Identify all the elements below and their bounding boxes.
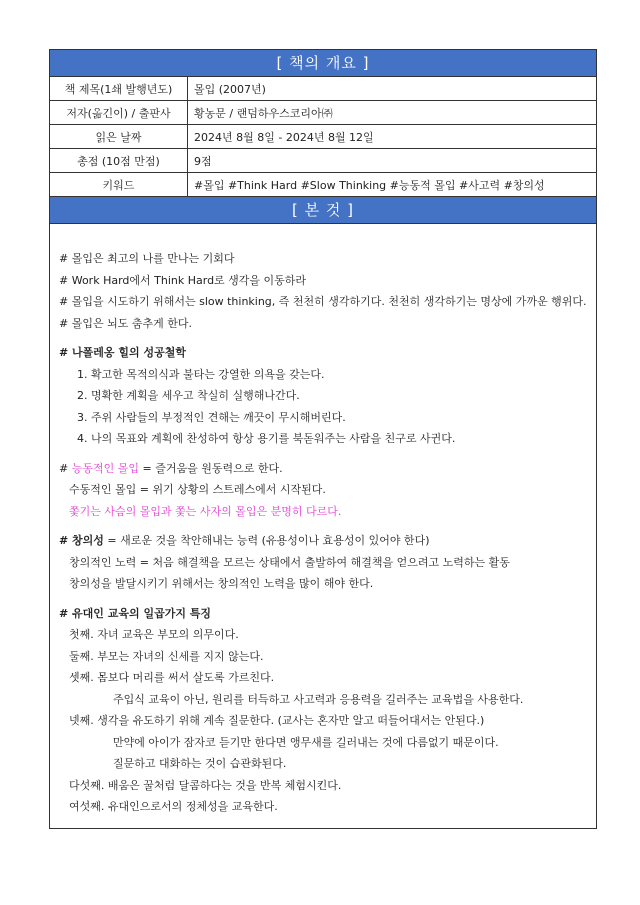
- immersion-note: 쫓기는 사슴의 몰입과 쫓는 사자의 몰입은 분명히 다르다.: [69, 504, 342, 518]
- list-subitem: 만약에 아이가 잠자코 듣기만 한다면 앵무새를 길러내는 것에 다름없기 때문이다.: [113, 735, 499, 749]
- list-item: 셋째. 몸보다 머리를 써서 살도록 가르친다.: [69, 671, 275, 684]
- list-item: 3. 주위 사람들의 부정적인 견해는 깨끗이 무시해버린다.: [77, 410, 346, 424]
- author-label: 저자(옮긴이) / 출판사: [50, 101, 188, 125]
- title-label: 책 제목(1쇄 발행년도): [50, 77, 188, 101]
- active-immersion-line: # 능동적인 몰입 = 즐거움을 원동력으로 한다.: [59, 461, 283, 475]
- table-row: [50, 101, 596, 125]
- passive-immersion-line: 수동적인 몰입 = 위기 상황의 스트레스에서 시작된다.: [69, 483, 326, 496]
- overview-header: [ 책의 개요 ]: [50, 50, 596, 77]
- keyword-value: #몰입 #Think Hard #Slow Thinking #능동적 몰입 #사고력 #창의성: [188, 173, 597, 197]
- list-item: 넷째. 생각을 유도하기 위해 계속 질문한다. (교사는 혼자만 알고 떠들어대서는 안된다.): [69, 714, 485, 727]
- score-label: 총점 (10점 만점): [50, 149, 188, 173]
- date-value: 2024년 8월 8일 - 2024년 8월 12일: [188, 125, 597, 149]
- overview-table: [50, 77, 596, 197]
- creativity-line: 창의적인 노력 = 처음 해결책을 모르는 상태에서 출발하여 해결책을 얻으려고 노력하는 활동: [69, 555, 510, 569]
- seen-content: [50, 224, 596, 828]
- table-row: [50, 173, 596, 197]
- table-row: [50, 77, 596, 101]
- seen-header: [ 본 것 ]: [50, 197, 596, 224]
- napoleon-title: # 나폴레옹 힐의 성공철학: [59, 346, 186, 359]
- jewish-title: # 유대인 교육의 일곱가지 특징: [59, 606, 212, 620]
- author-value: 황농문 / 랜덤하우스코리아㈜: [188, 101, 597, 125]
- book-report-sheet: [49, 49, 597, 829]
- list-subitem: 질문하고 대화하는 것이 습관화된다.: [113, 757, 287, 770]
- list-item: 다섯째. 배움은 꿀처럼 달콤하다는 것을 반복 체험시킨다.: [69, 778, 342, 792]
- table-row: [50, 149, 596, 173]
- intro-line: # Work Hard에서 Think Hard로 생각을 이동하라: [59, 273, 307, 287]
- keyword-label: 키워드: [50, 173, 188, 197]
- score-value: 9점: [188, 149, 597, 173]
- intro-line: # 몰입은 최고의 나를 만나는 기회다: [59, 252, 235, 265]
- list-item: 2. 명확한 계획을 세우고 착실히 실행해나간다.: [77, 389, 300, 402]
- list-item: 1. 확고한 목적의식과 불타는 강열한 의욕을 갖는다.: [77, 367, 325, 381]
- active-immersion-term: 능동적인 몰입: [71, 461, 139, 475]
- table-row: [50, 125, 596, 149]
- list-item: 둘째. 부모는 자녀의 신세를 지지 않는다.: [69, 649, 264, 663]
- list-subitem: 주입식 교육이 아닌, 원리를 터득하고 사고력과 응용력을 길러주는 교육법을 사용한다.: [113, 692, 524, 706]
- intro-line: # 몰입을 시도하기 위해서는 slow thinking, 즉 천천히 생각하기다. 천천히 생각하기는 명상에 가까운 행위다.: [59, 295, 587, 308]
- date-label: 읽은 날짜: [50, 125, 188, 149]
- list-item: 첫째. 자녀 교육은 부모의 의무이다.: [69, 628, 239, 641]
- creativity-line: 창의성을 발달시키기 위해서는 창의적인 노력을 많이 해야 한다.: [69, 577, 374, 590]
- list-item: 4. 나의 목표와 계획에 찬성하여 항상 용기를 북돋워주는 사람을 친구로 사귄다.: [77, 432, 456, 445]
- intro-line: # 몰입은 뇌도 춤추게 한다.: [59, 316, 192, 330]
- creativity-def: # 창의성 = 새로운 것을 착안해내는 능력 (유용성이나 효용성이 있어야 한다): [59, 534, 430, 547]
- list-item: 여섯째. 유대인으로서의 정체성을 교육한다.: [69, 800, 278, 813]
- title-value: 몰입 (2007년): [188, 77, 597, 101]
